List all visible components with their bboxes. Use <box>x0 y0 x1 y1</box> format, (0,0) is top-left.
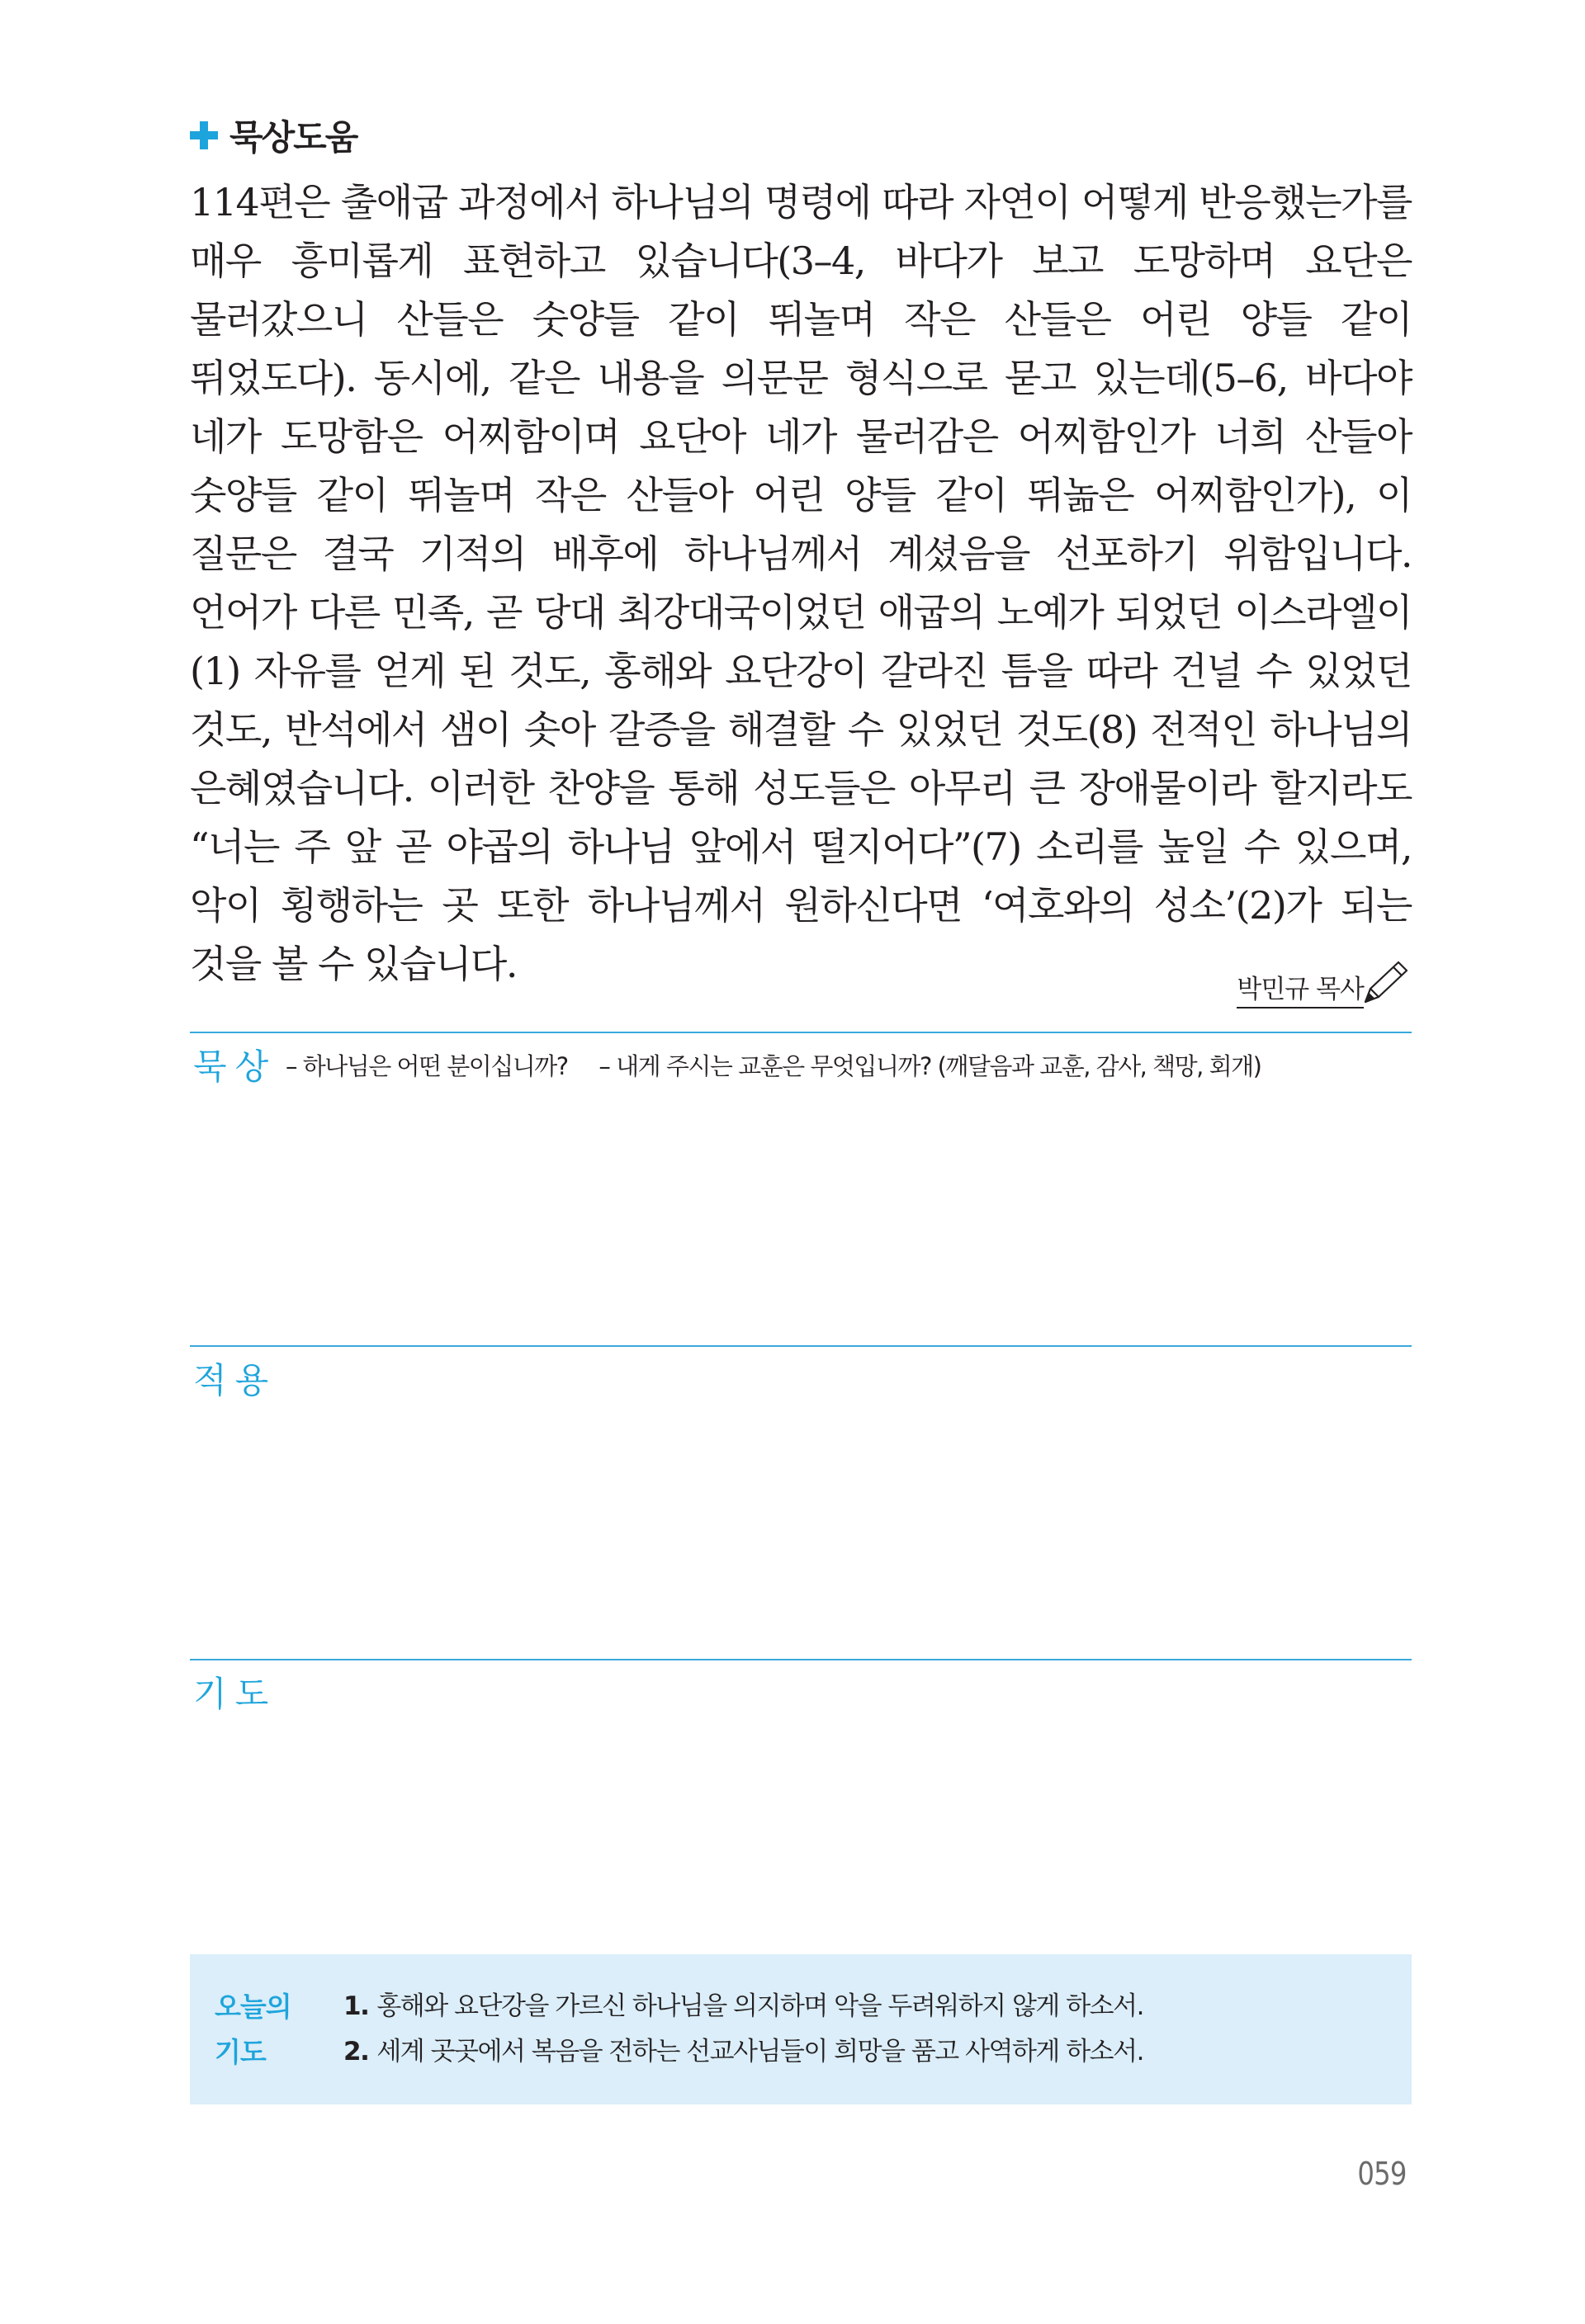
help-title: 묵상도움 <box>229 117 357 158</box>
list-item <box>343 2029 1143 2075</box>
meditation-rule <box>190 1032 1412 1033</box>
today-prayer-box <box>190 1954 1412 2104</box>
meditation-questions <box>286 1048 1261 1082</box>
meditation-question-1: – 하나님은 어떤 분이십니까? <box>286 1052 568 1080</box>
pencil-icon <box>1360 957 1412 1008</box>
prayer-label: 기도 <box>193 1674 277 1714</box>
meditation-question-2: – 내게 주시는 교훈은 무엇입니까? (깨달음과 교훈, 감사, 책망, 회개) <box>599 1052 1261 1080</box>
prayer-item-number: 1. <box>343 1991 369 2021</box>
application-rule <box>190 1345 1412 1347</box>
page-number: 059 <box>1357 2156 1407 2192</box>
help-heading <box>190 111 357 160</box>
devotional-body: 114편은 출애굽 과정에서 하나님의 명령에 따라 자연이 어떻게 반응했는가를 매우 흥미롭게 표현하고 있습니다(3–4, 바다가 보고 도망하며 요단은 물러갔으니 산들은 숫양들 같이 뛰놀며 작은 산들은 어린 양들 같이 뛰었도다). 동시에, 같은 내용을 의문문 형식으로 묻고 있는데(5–6, 바다야 네가 도망함은 어찌함이며 요단아 네가 물러감은 어찌함인가 너희 산들아 숫양들 같이 뛰놀며 작은 산들아 어린 양들 같이 뛰놂은 어찌함인가), 이 질문은 결국 기적의 배후에 하나님께서 계셨음을 선포하기 위함입니다. 언어가 다른 민족, 곧 당대 최강대국이었던 애굽의 노예가 되었던 이스라엘이(1) 자유를 얻게 된 것도, 홍해와 요단강이 갈라진 틈을 따라 건널 수 있었던 것도, 반석에서 샘이 솟아 갈증을 해결할 수 있었던 것도(8) 전적인 하나님의 은혜였습니다. 이러한 찬양을 통해 성도들은 아무리 큰 장애물이라 할지라도 “너는 주 앞 곧 야곱의 하나님 앞에서 떨지어다”(7) 소리를 높일 수 있으며, 악이 횡행하는 곳 또한 하나님께서 원하신다면 ‘여호와의 성소’(2)가 되는 것을 볼 수 있습니다. <box>190 180 1412 986</box>
prayer-rule <box>190 1659 1412 1660</box>
list-item <box>343 1984 1143 2029</box>
meditation-label: 묵상 <box>193 1046 277 1087</box>
today-prayer-label: 오늘의 기도 <box>215 1991 291 2068</box>
today-prayer-list <box>343 1984 1143 2075</box>
author-signature <box>1180 957 1412 1008</box>
plus-icon <box>190 121 218 149</box>
prayer-item-text: 홍해와 요단강을 가르신 하나님을 의지하며 악을 두려워하지 않게 하소서. <box>376 1991 1143 2021</box>
application-label: 적용 <box>193 1360 277 1401</box>
author-name: 박민규 목사 <box>1237 968 1364 1008</box>
prayer-item-text: 세계 곳곳에서 복음을 전하는 선교사님들이 희망을 품고 사역하게 하소서. <box>376 2037 1143 2067</box>
prayer-item-number: 2. <box>343 2037 369 2067</box>
